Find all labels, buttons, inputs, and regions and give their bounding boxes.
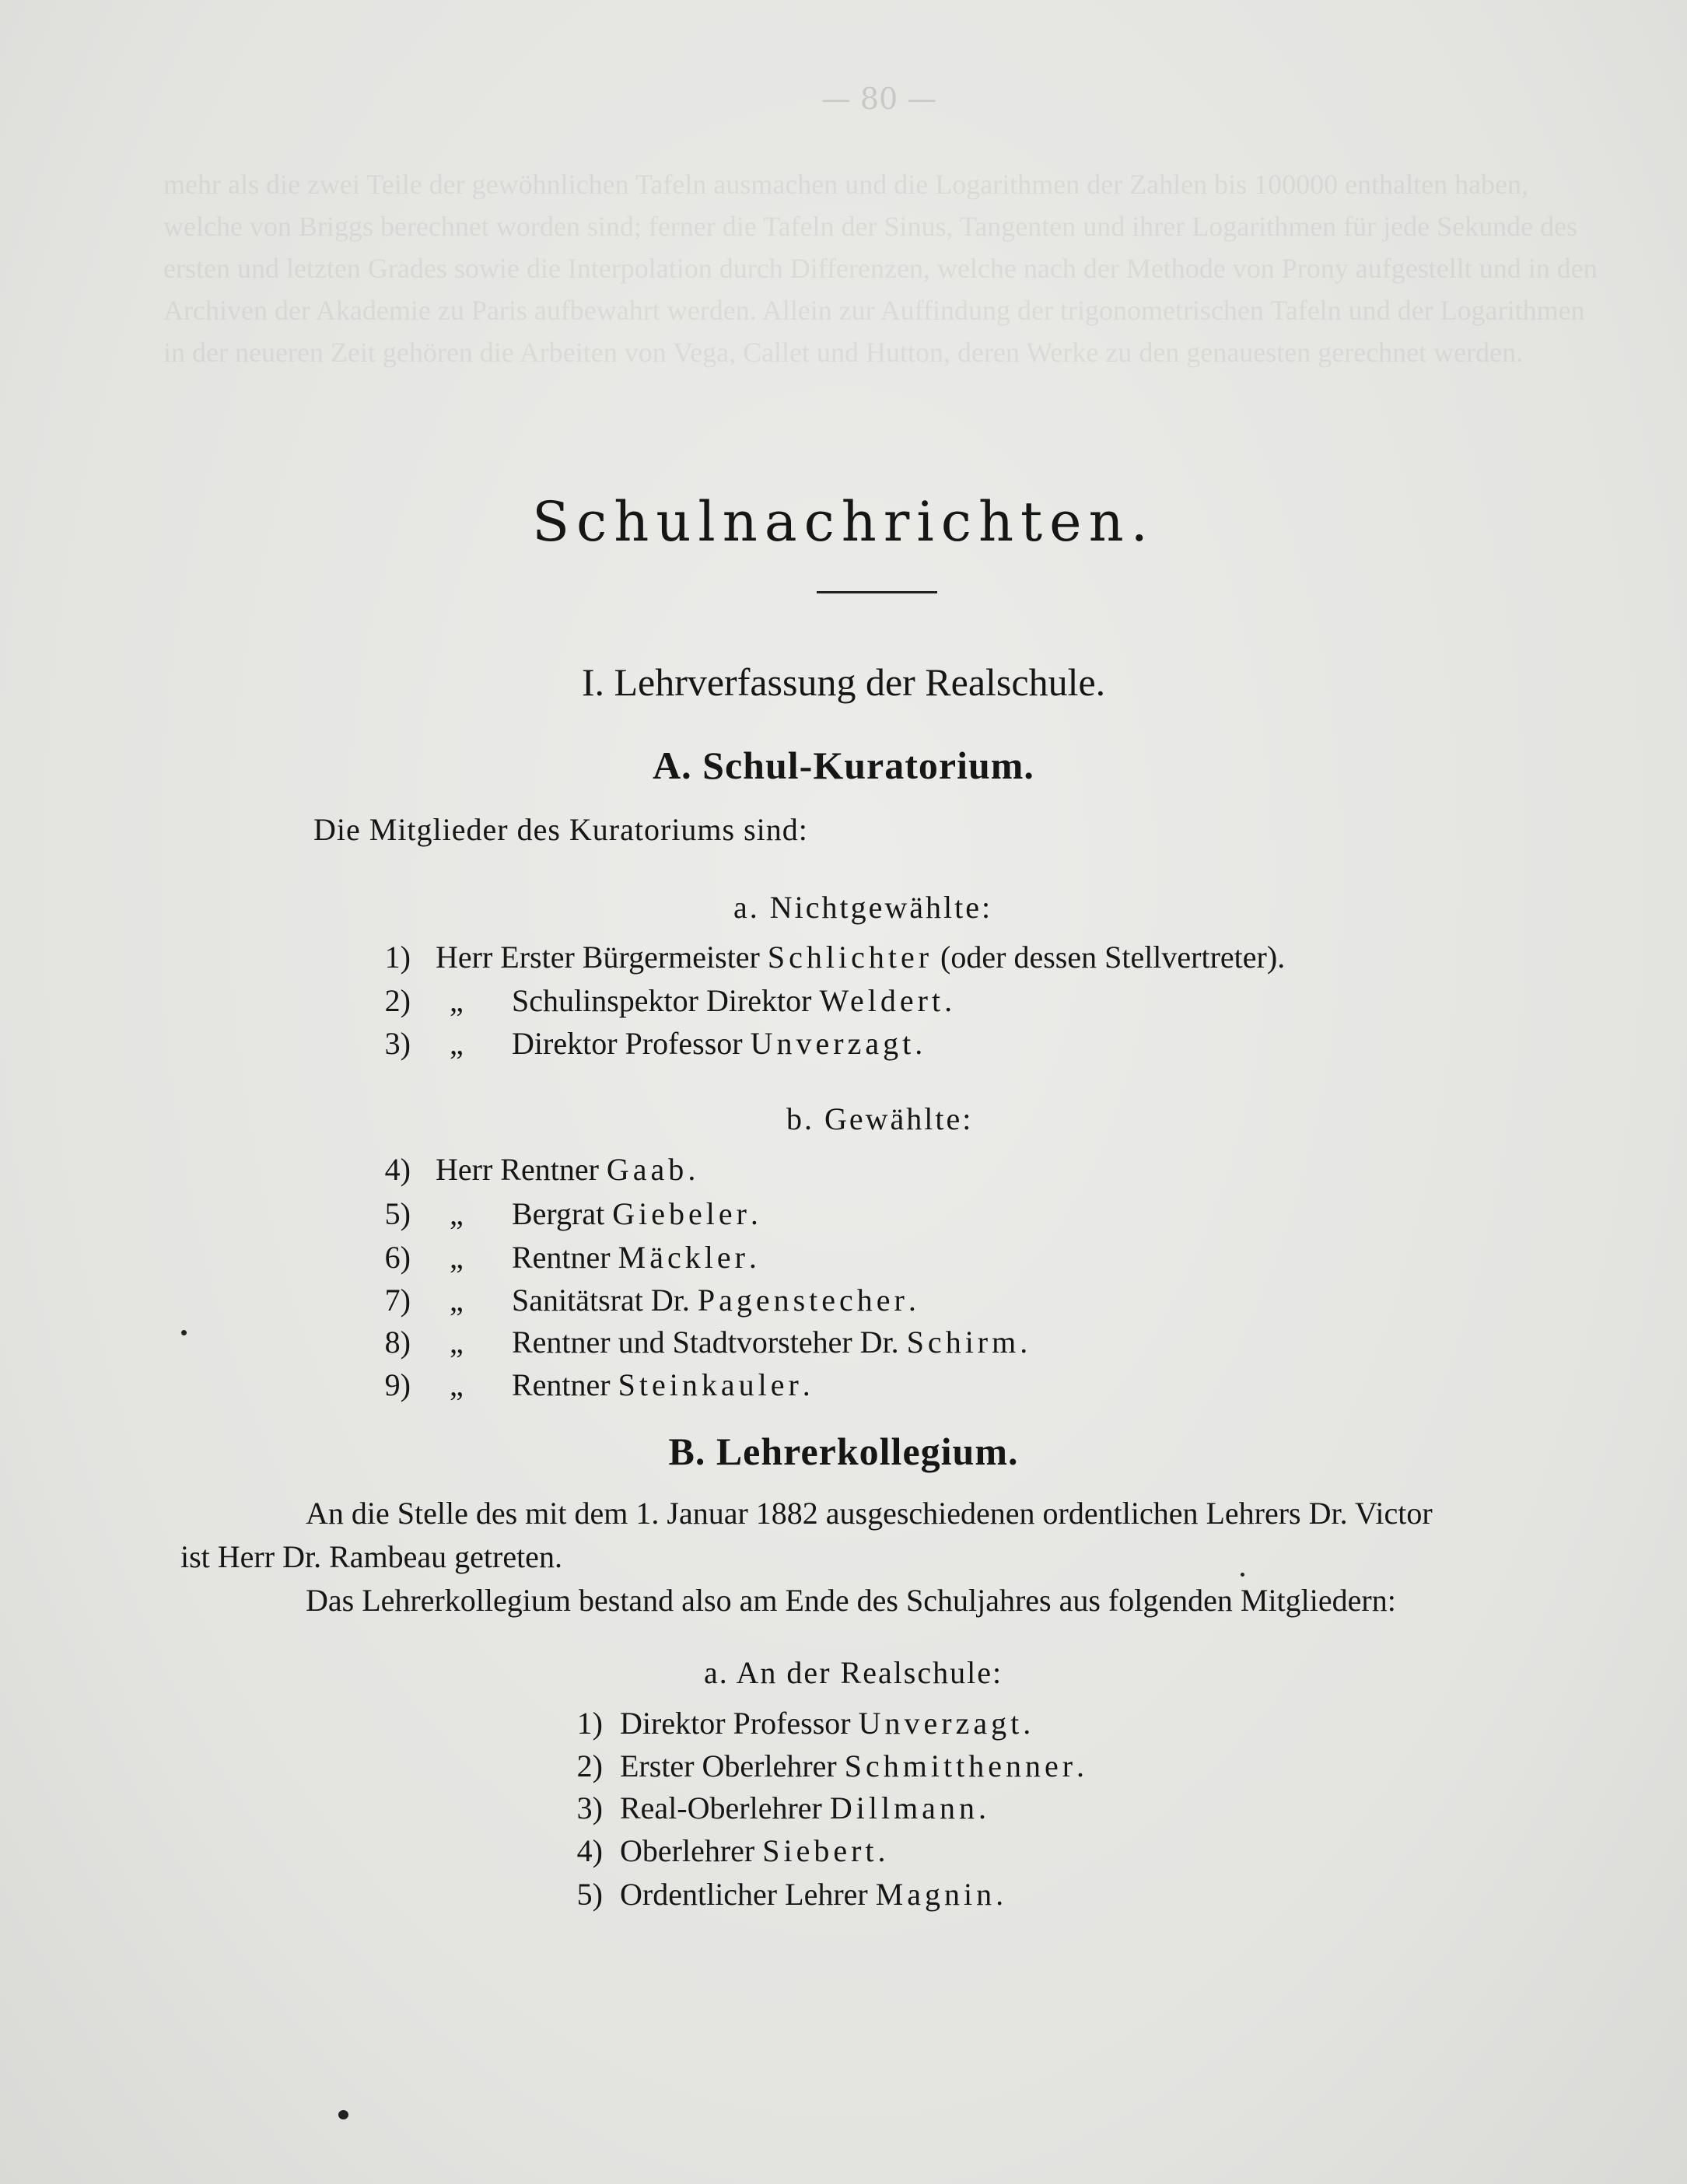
section-heading: I. Lehrverfassung der Realschule.: [581, 660, 1106, 704]
page-number: — 80 —: [821, 82, 937, 116]
realschule-label: a. An der Realschule:: [704, 1655, 1003, 1690]
ink-speck: [338, 2110, 348, 2119]
gewaehlte-label: b. Gewählte:: [786, 1101, 974, 1136]
kuratorium-heading: A. Schul-Kuratorium.: [653, 744, 1034, 787]
ink-speck: [1241, 1573, 1244, 1577]
kuratorium-intro: Die Mitglieder des Kuratoriums sind:: [313, 812, 808, 847]
lehrerkollegium-heading: B. Lehrerkollegium.: [668, 1430, 1019, 1473]
title-divider: [817, 591, 937, 593]
lehrerkollegium-paragraph-1-cont: ist Herr Dr. Rambeau getreten.: [180, 1539, 562, 1574]
document-page: mehr als die zwei Teile der gewöhnlichen Tafeln ausmachen und die Logarithmen der Zahlen bis 100000 enthalten haben, welche von Briggs berechnet worden sind; ferner die Tafeln der Sinus, Tangenten und ihrer Logarithmen für jede Sekunde des ersten und letzten Grades sowie die Interpolation durch Differenzen, welche nach der Methode von Prony aufgestellt und in den Archiven der Akademie zu Paris aufbewahrt werden. Allein zur Auffindung der trigonometrischen Tafeln und der Logarithmen in der neueren Zeit gehören die Arbeiten von Vega, Callet und Hutton, deren Werke zu den genauesten gerechnet werden. — 80 — Schulnachrichten. I. Lehrverfassung der Realschule. A. Schul-Kuratorium. Die Mitglieder des Kuratoriums sind: a. Nichtgewählte: 1) Herr Erster Bürgermeister Schlichter (oder dessen Stellvertreter). 2) „ Schulinspektor Direktor Weldert. 3) „ Direktor Professor Unverzagt. b. Gewählte: 4) Herr Rentner Gaab. 5) „ Bergrat Giebeler. 6) „ Rentner Mäckler. 7) „ Sanitätsrat Dr. Pagenstecher. 8) „ Rentner und Stadtvorsteher Dr. Schirm. 9) „ Rentner Steinkauler. B. Lehrerkollegium. An die Stelle des mit dem 1. Januar 1882 ausgeschiedenen ordentlichen Lehrers Dr. Victor ist Herr Dr. Rambeau getreten. Das Lehrerkollegium bestand also am Ende des Schuljahres aus folgenden Mitgliedern: a. An der Realschule: 1) Direktor Professor Unverzagt. 2) Erster Oberlehrer Schmitthenner. 3) Real-Oberlehrer Dillmann. 4) Oberlehrer Siebert. 5) Ordentlicher Lehrer Magnin.: [0, 0, 1687, 2184]
lehrerkollegium-paragraph-1: An die Stelle des mit dem 1. Januar 1882 ausgeschiedenen ordentlichen Lehrers Dr. Victor: [306, 1496, 1433, 1531]
bleed-through-text: mehr als die zwei Teile der gewöhnlichen Tafeln ausmachen und die Logarithmen der Zahlen bis 100000 enthalten haben, welche von Briggs berechnet worden sind; ferner die Tafeln der Sinus, Tangenten und ihrer Logarithmen für jede Sekunde des ersten und letzten Grades sowie die Interpolation durch Differenzen, welche nach der Methode von Prony aufgestellt und in den Archiven der Akademie zu Paris aufbewahrt werden. Allein zur Auffindung der trigonometrischen Tafeln und der Logarithmen in der neueren Zeit gehören die Arbeiten von Vega, Callet und Hutton, deren Werke zu den genauesten gerechnet werden.: [163, 169, 1598, 368]
page-title: Schulnachrichten.: [532, 490, 1155, 554]
nichtgewaehlte-label: a. Nichtgewählte:: [733, 890, 993, 925]
lehrerkollegium-paragraph-2: Das Lehrerkollegium bestand also am Ende des Schuljahres aus folgenden Mitgliedern:: [306, 1583, 1396, 1618]
ink-speck: [181, 1330, 187, 1335]
